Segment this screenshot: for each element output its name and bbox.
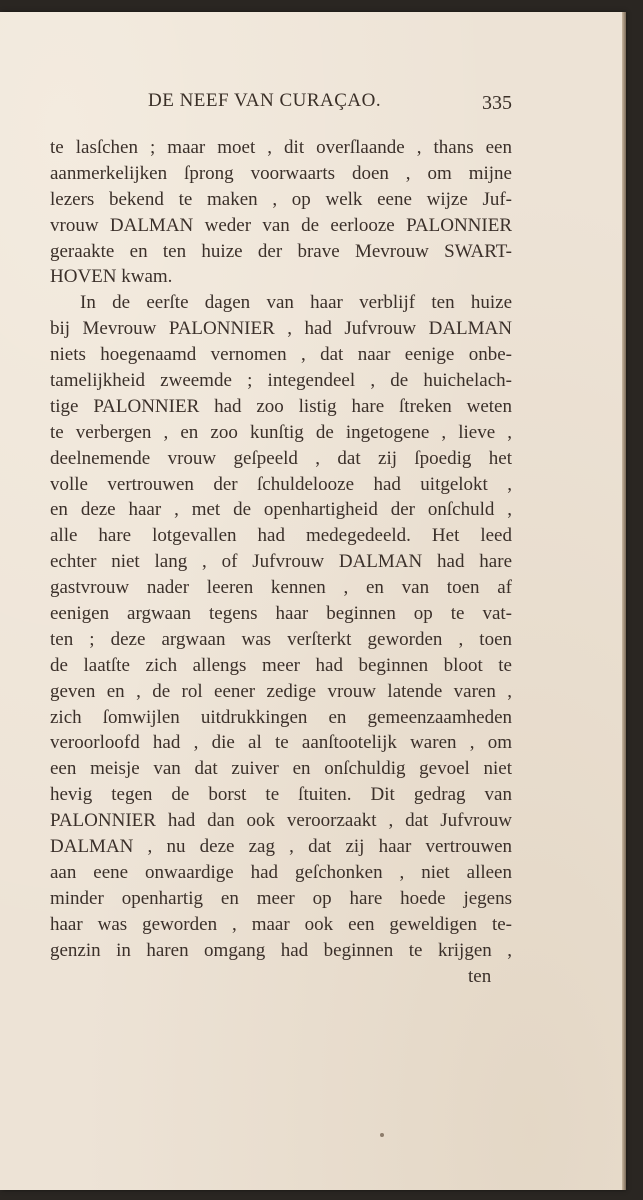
text-line: geraakte en ten huize der brave Mevrouw SWART- <box>50 240 512 262</box>
text-line: bij Mevrouw PALONNIER , had Jufvrouw DALMAN <box>50 318 512 340</box>
text-line: eenigen argwaan tegens haar beginnen op te vat- <box>50 603 512 625</box>
body-text <box>50 135 512 964</box>
text-line: tamelijkheid zweemde ; integendeel , de huichelach- <box>50 370 512 392</box>
text-line: ten ; deze argwaan was verſterkt geworden , toen <box>50 628 512 650</box>
text-line: gastvrouw nader leeren kennen , en van toen af <box>50 577 512 599</box>
text-line: vrouw DALMAN weder van de eerlooze PALONNIER <box>50 214 512 236</box>
text-line: deelnemende vrouw geſpeeld , dat zij ſpoedig het <box>50 447 512 469</box>
text-line: geven en , de rol eener zedige vrouw latende varen , <box>50 680 512 702</box>
text-line: de laatſte zich allengs meer had beginnen bloot te <box>50 654 512 676</box>
text-line: minder openhartig en meer op hare hoede jegens <box>50 887 512 909</box>
text-line: hevig tegen de borst te ſtuiten. Dit gedrag van <box>50 784 512 806</box>
running-title: DE NEEF VAN CURAÇAO. <box>148 90 382 111</box>
text-line: een meisje van dat zuiver en onſchuldig gevoel niet <box>50 758 512 780</box>
page-header <box>148 90 538 116</box>
text-line: en deze haar , met de openhartigheid der onſchuld , <box>50 499 512 521</box>
text-line: te verbergen , en zoo kunſtig de ingetogene , lieve , <box>50 421 512 443</box>
text-line: veroorloofd had , die al te aanſtootelijk waren , om <box>50 732 512 754</box>
text-line: PALONNIER had dan ook veroorzaakt , dat Jufvrouw <box>50 810 512 832</box>
text-line: alle hare lotgevallen had medegedeeld. Het leed <box>50 525 512 547</box>
text-line: DALMAN , nu deze zag , dat zij haar vertrouwen <box>50 836 512 858</box>
text-line: genzin in haren omgang had beginnen te krijgen , <box>50 939 512 961</box>
page-edge <box>622 12 626 1190</box>
text-line: echter niet lang , of Jufvrouw DALMAN had hare <box>50 551 512 573</box>
text-line: niets hoegenaamd vernomen , dat naar eenige onbe- <box>50 344 512 366</box>
paper-speck <box>380 1133 384 1137</box>
text-line: te lasſchen ; maar moet , dit overſlaande , thans een <box>50 137 512 158</box>
text-line: tige PALONNIER had zoo listig hare ſtreken weten <box>50 395 512 417</box>
text-line: volle vertrouwen der ſchuldelooze had uitgelokt , <box>50 473 512 495</box>
catchword: ten <box>468 966 492 987</box>
text-line: zich ſomwijlen uitdrukkingen en gemeenzaamheden <box>50 706 512 728</box>
text-line: lezers bekend te maken , op welk eene wijze Juf- <box>50 188 512 210</box>
text-line: HOVEN kwam. <box>50 266 173 288</box>
text-line: aanmerkelijken ſprong voorwaarts doen , om mijne <box>50 162 512 184</box>
text-line: In de eerſte dagen van haar verblijf ten huize <box>80 292 512 314</box>
text-line: haar was geworden , maar ook een geweldigen te- <box>50 913 512 935</box>
text-line: aan eene onwaardige had geſchonken , niet alleen <box>50 861 512 883</box>
page-number: 335 <box>482 92 512 114</box>
